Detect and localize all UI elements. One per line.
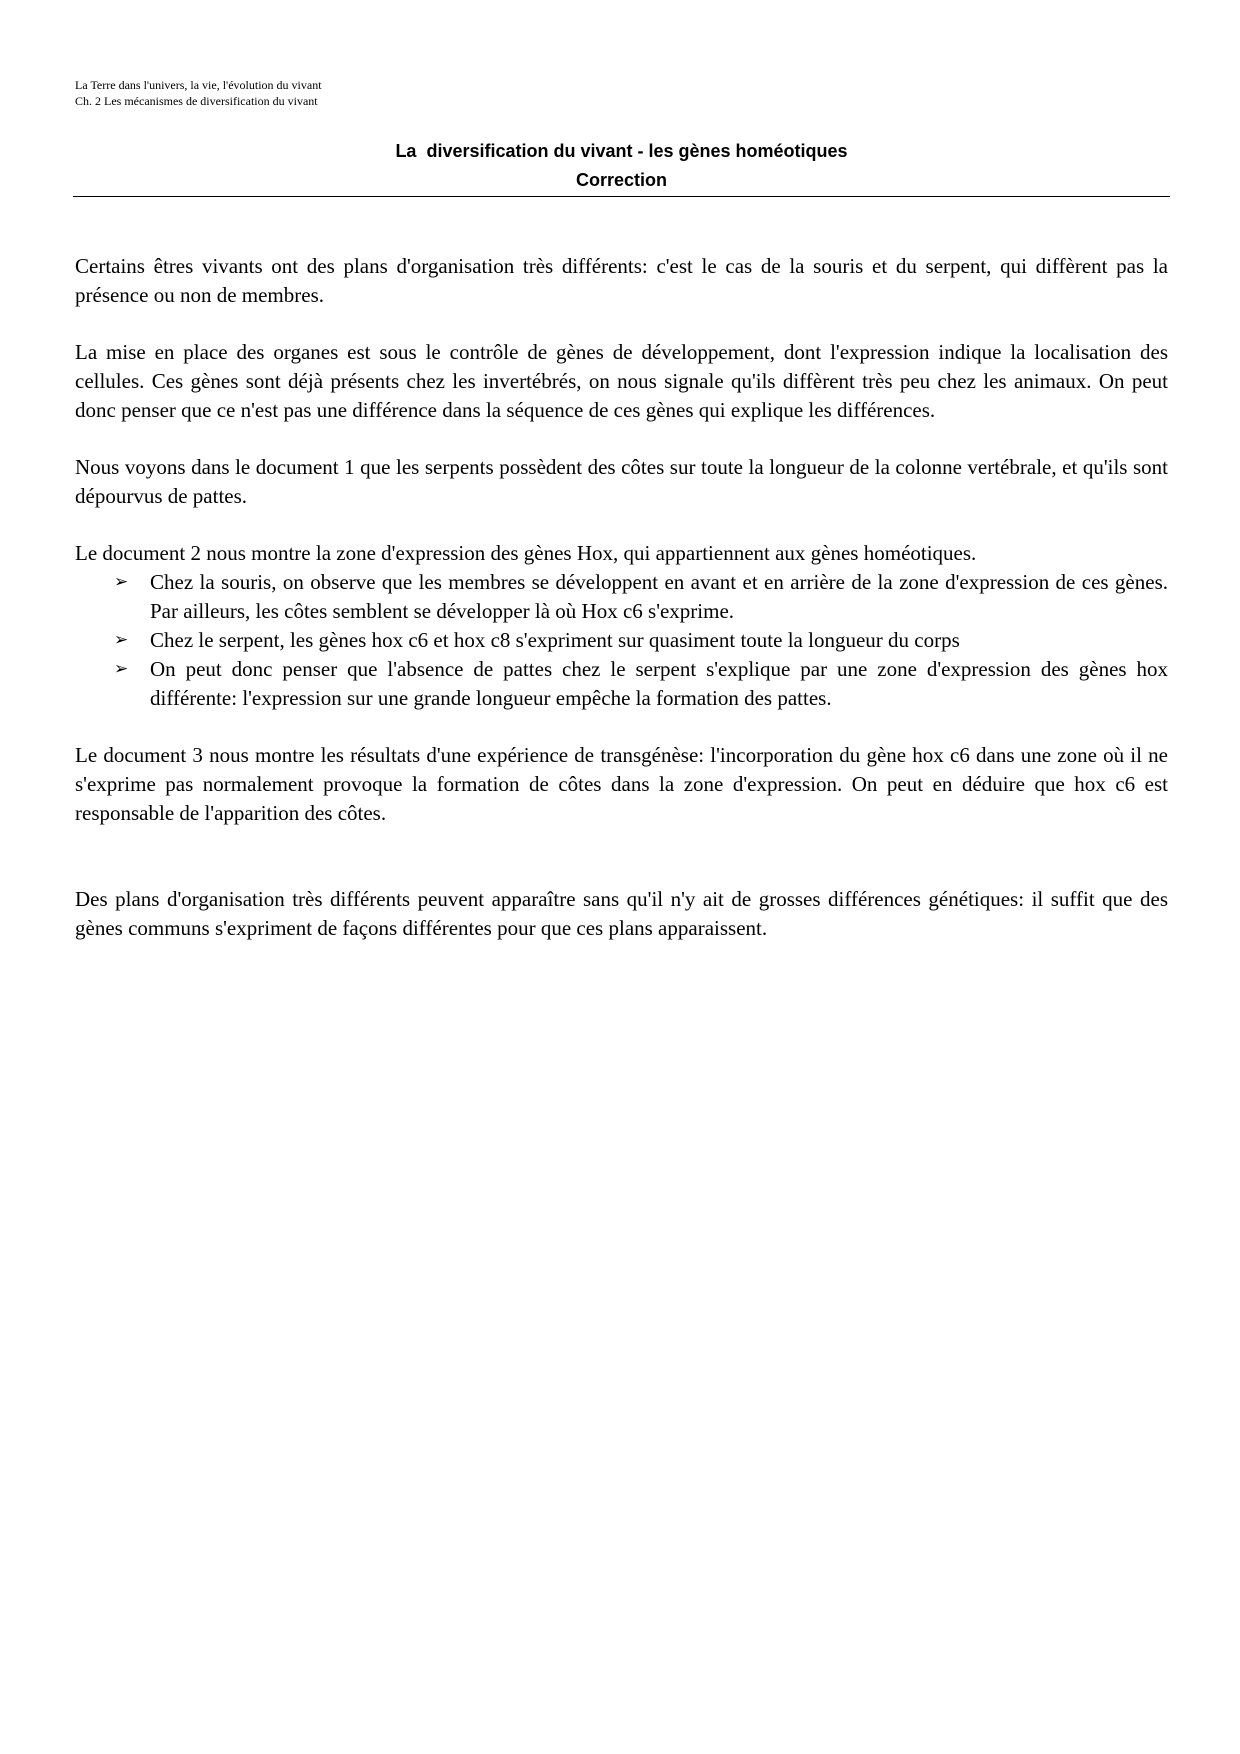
arrow-bullet-icon: ➢ bbox=[114, 572, 129, 592]
paragraph-development-genes: La mise en place des organes est sous le contrôle de gènes de développement, dont l'expression indique la localisation des cellules. Ces gènes sont déjà présents chez les invertébrés, on nous signale qu'ils diffèrent très peu chez les animaux. On peut donc penser que ce n'est pas une différence dans la séquence de ces gènes qui explique les différences. bbox=[75, 340, 1168, 422]
paragraph-conclusion: Des plans d'organisation très différents peuvent apparaître sans qu'il n'y ait de grosses différences génétiques: il suffit que des gènes communs s'expriment de façons différentes pour que ces plans apparaissent. bbox=[75, 887, 1168, 940]
list-item-text: On peut donc penser que l'absence de pattes chez le serpent s'explique par une zone d'expression des gènes hox différente: l'expression sur une grande longueur empêche la formation des pattes. bbox=[150, 657, 1168, 710]
list-item-text: Chez le serpent, les gènes hox c6 et hox c8 s'expriment sur quasiment toute la longueur du corps bbox=[150, 628, 960, 652]
page-title: La diversification du vivant - les gènes homéotiques bbox=[395, 141, 848, 161]
paragraph-document-2: Le document 2 nous montre la zone d'expression des gènes Hox, qui appartiennent aux gènes homéotiques. bbox=[75, 541, 977, 565]
page-subtitle: Correction bbox=[575, 170, 667, 190]
title-divider bbox=[73, 196, 1170, 197]
list-item bbox=[114, 655, 1168, 713]
list-item bbox=[114, 568, 1168, 626]
list-item bbox=[114, 626, 1168, 655]
document-title bbox=[73, 137, 1170, 195]
document-body bbox=[75, 252, 1168, 943]
paragraph-document-1: Nous voyons dans le document 1 que les serpents possèdent des côtes sur toute la longueur de la colonne vertébrale, et qu'ils sont dépourvus de pattes. bbox=[75, 455, 1168, 508]
list-item-text: Chez la souris, on observe que les membres se développent en avant et en arrière de la zone d'expression de ces gènes. Par ailleurs, les côtes semblent se développer là où Hox c6 s'exprime. bbox=[150, 570, 1168, 623]
arrow-bullet-icon: ➢ bbox=[114, 659, 129, 679]
document-header bbox=[75, 77, 322, 109]
arrow-bullet-icon: ➢ bbox=[114, 630, 129, 650]
paragraph-document-3: Le document 3 nous montre les résultats d'une expérience de transgénèse: l'incorporation du gène hox c6 dans une zone où il ne s'exprime pas normalement provoque la formation de côtes dans la zone d'expression. On peut en déduire que hox c6 est responsable de l'apparition des côtes. bbox=[75, 743, 1168, 825]
header-course-line: La Terre dans l'univers, la vie, l'évolution du vivant bbox=[75, 78, 322, 92]
bullet-list bbox=[75, 568, 1168, 713]
paragraph-intro: Certains êtres vivants ont des plans d'organisation très différents: c'est le cas de la souris et du serpent, qui diffèrent pas la présence ou non de membres. bbox=[75, 254, 1168, 307]
header-chapter-line: Ch. 2 Les mécanismes de diversification du vivant bbox=[75, 94, 318, 108]
